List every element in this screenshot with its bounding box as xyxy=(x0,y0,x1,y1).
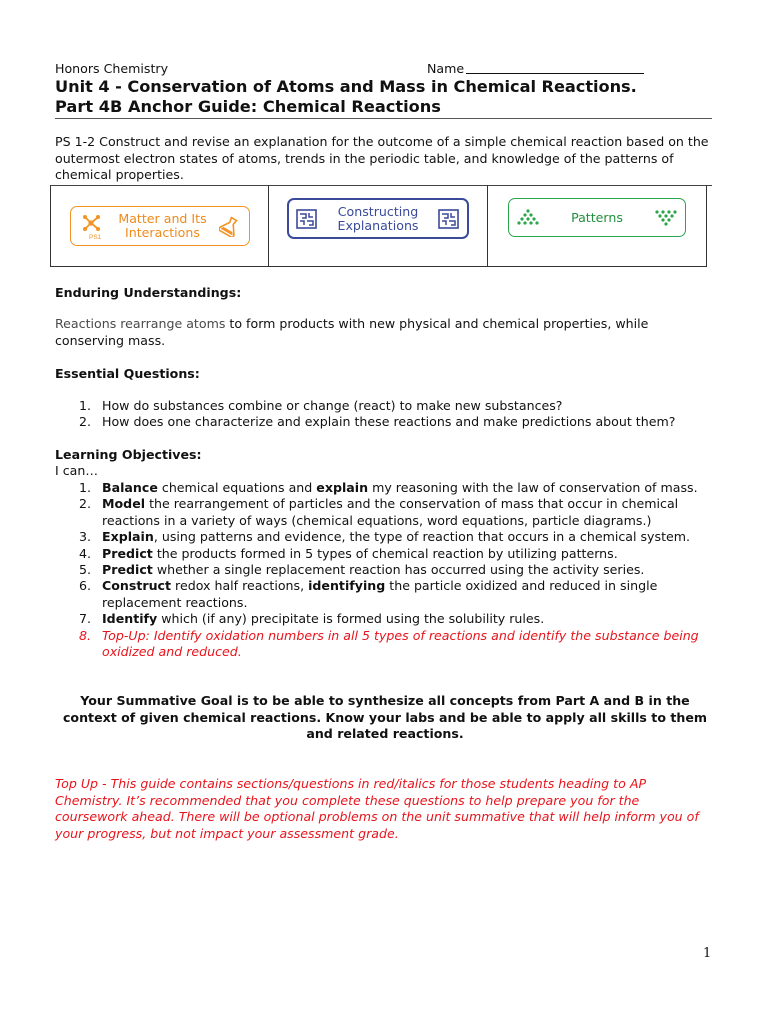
explanations-badge xyxy=(287,198,469,239)
unit-title: Unit 4 - Conservation of Atoms and Mass in Chemical Reactions. xyxy=(55,77,637,96)
list-item: 1. Balance chemical equations and explain my reasoning with the law of conservation of mass. xyxy=(79,480,698,495)
patterns-label: Patterns xyxy=(571,209,623,225)
enduring-heading: Enduring Understandings: xyxy=(55,285,242,300)
part-title: Part 4B Anchor Guide: Chemical Reactions xyxy=(55,97,441,116)
objectives-list xyxy=(55,480,715,660)
topup-note: Top Up - This guide contains sections/questions in red/italics for those students heading to AP Chemistry. It’s recommended that you complete these questions to help prepare you for the coursework ahead. There will be optional problems on the unit summative that will help inform you of your progress, but not impact your assessment grade. xyxy=(55,776,699,841)
dot-triangle-down-icon xyxy=(653,207,679,229)
list-item: 2. How does one characterize and explain these reactions and make predictions about them? xyxy=(79,414,676,430)
standard-statement: PS 1-2 Construct and revise an explanation for the outcome of a simple chemical reaction based on the outermost electron states of atoms, trends in the periodic table, and knowledge of the patterns of chemical properties. xyxy=(55,134,709,182)
list-item: 5. Predict whether a single replacement reaction has occurred using the activity series. xyxy=(79,562,645,578)
course-name: Honors Chemistry xyxy=(55,61,169,76)
ps1-code: PS1 xyxy=(88,233,101,241)
name-blank-line xyxy=(466,73,644,74)
atom-icon xyxy=(77,211,107,241)
list-item: 1. How do substances combine or change (react) to make new substances? xyxy=(79,398,563,413)
dot-triangle-icon xyxy=(515,207,541,229)
practices-table xyxy=(50,185,707,267)
topup-objective: 8. Top-Up: Identify oxidation numbers in all 5 types of reactions and identify the substance being oxidized and reduced. xyxy=(79,627,699,660)
objectives-heading: Learning Objectives: xyxy=(55,447,202,462)
maze-icon xyxy=(295,207,319,231)
maze-icon-right xyxy=(437,207,461,231)
list-item: 4. Predict the products formed in 5 types of chemical reaction by utilizing patterns. xyxy=(79,545,618,561)
page-number: 1 xyxy=(703,946,712,961)
explanations-label: Constructing Explanations xyxy=(337,204,419,233)
summative-goal: Your Summative Goal is to be able to synthesize all concepts from Part A and B in the context of given chemical reactions. Know your labs and be able to apply all skills to them and related reactions. xyxy=(62,693,708,741)
flask-icon xyxy=(219,215,241,237)
essential-heading: Essential Questions: xyxy=(55,366,200,381)
list-item: 2. Model the rearrangement of particles and the conservation of mass that occur in chemical reactions in a variety of ways (chemical equations, word equations, particle diagrams.) xyxy=(79,496,679,528)
title-divider xyxy=(55,118,712,119)
list-item: 7. Identify which (if any) precipitate is formed using the solubility rules. xyxy=(79,611,545,627)
practices-cell-explanations xyxy=(269,185,488,266)
enduring-text xyxy=(55,316,715,349)
list-item: 6. Construct redox half reactions, identifying the particle oxidized and reduced in single replacement reactions. xyxy=(79,578,658,610)
matter-badge xyxy=(70,206,250,246)
objectives-intro: I can… xyxy=(55,463,98,478)
enduring-rest: to form products with new physical and chemical properties, while conserving mass. xyxy=(55,316,649,348)
enduring-lead: Reactions rearrange atoms xyxy=(55,316,226,331)
matter-label: Matter and Its Interactions xyxy=(118,211,207,240)
practices-cell-matter xyxy=(51,185,269,266)
essential-list xyxy=(55,398,715,431)
practices-cell-patterns xyxy=(488,185,706,266)
name-label: Name xyxy=(427,61,465,76)
list-item: 3. Explain, using patterns and evidence, the type of reaction that occurs in a chemical system. xyxy=(79,529,691,545)
patterns-badge xyxy=(508,198,686,237)
